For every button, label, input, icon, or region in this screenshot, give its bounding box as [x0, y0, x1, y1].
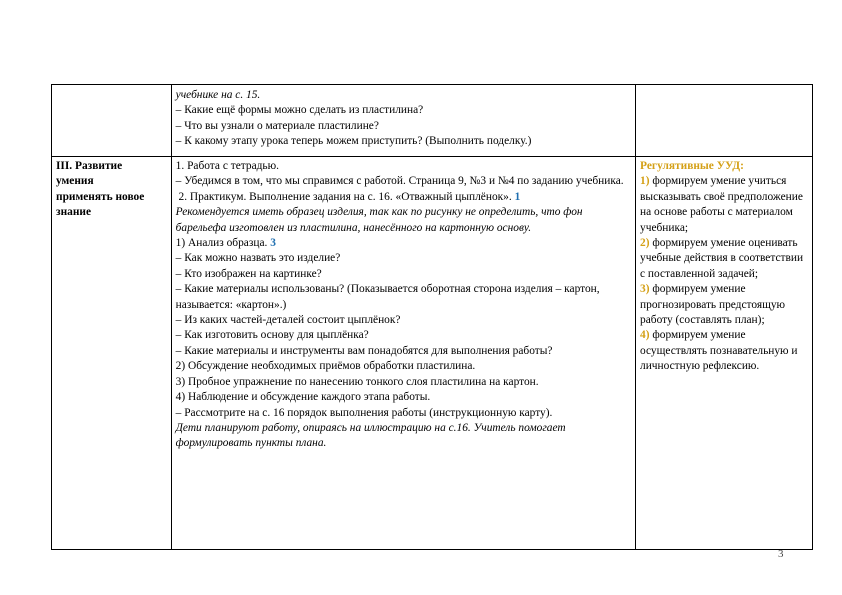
uud-item-text: формируем умение осуществлять познавательную и личностную рефлексию.: [640, 329, 801, 373]
marker-number: 3: [270, 237, 276, 250]
text-line: – Какие ещё формы можно сделать из пластилина?: [175, 104, 424, 117]
text-line: 2) Обсуждение необходимых приёмов обработки пластилина.: [175, 360, 476, 373]
stage-title-line: умения: [56, 175, 94, 188]
uud-item-marker: 1): [640, 175, 650, 188]
uud-item: [640, 328, 808, 374]
text-line: 2. Практикум. Выполнение задания на с. 16. «Отважный цыплёнок». 1: [175, 190, 521, 203]
text-line: учебнике на с. 15.: [175, 89, 261, 101]
uud-cell: [636, 157, 813, 550]
stage-cell: [52, 85, 172, 157]
text-line: – Какие материалы использованы? (Показывается оборотная сторона изделия – картон, называется: «картон».): [175, 283, 603, 311]
stage-cell: [52, 157, 172, 550]
uud-item-text: формируем умение оценивать учебные действия в соответствии с поставленной задачей;: [640, 237, 806, 280]
table-row: [52, 85, 813, 157]
text-line: Дети планируют работу, опираясь на иллюстрацию на с.16. Учитель помогает формулировать пункты плана.: [175, 421, 569, 450]
uud-item-marker: 3): [640, 283, 650, 296]
uud-header: Регулятивные УУД:: [640, 160, 744, 172]
uud-cell: [636, 85, 813, 157]
uud-item-marker: 2): [640, 237, 650, 250]
text-line: – Рассмотрите на с. 16 порядок выполнения работы (инструкционную карту).: [175, 406, 553, 419]
text-line: – Из каких частей-деталей состоит цыплёнок?: [175, 314, 401, 327]
stage-title-line: III. Развитие: [56, 160, 123, 172]
text-line: – Какие материалы и инструменты вам понадобятся для выполнения работы?: [175, 344, 553, 357]
stage-title-line: применять новое: [56, 190, 145, 203]
text-line: Рекомендуется иметь образец изделия, так как по рисунку не определить, что фон барельефа изготовлен из пластилина, нанесённого на картонную основу.: [175, 206, 586, 234]
uud-item-text: формируем умение прогнозировать предстоящую работу (составлять план);: [640, 283, 788, 327]
uud-item: [640, 174, 808, 236]
text-line: – Кто изображен на картинке?: [175, 267, 322, 280]
marker-number: 1: [514, 190, 521, 203]
content-cell: [171, 85, 635, 157]
text-line: – Как можно назвать это изделие?: [175, 252, 341, 265]
text-line: 1. Работа с тетрадью.: [175, 160, 279, 172]
text-line: – К какому этапу урока теперь можем приступить? (Выполнить поделку.): [175, 135, 532, 148]
page-number: 3: [778, 548, 784, 560]
uud-item-text: формируем умение учиться высказывать своё предположение на основе работы с материалом учебника;: [640, 175, 806, 234]
text-line: – Убедимся в том, что мы справимся с работой. Страница 9, №3 и №4 по заданию учебника.: [175, 175, 624, 188]
text-line: 3) Пробное упражнение по нанесению тонкого слоя пластилина на картон.: [175, 375, 539, 388]
uud-item-marker: 4): [640, 329, 650, 342]
content-cell: [171, 157, 635, 550]
table-row: [52, 157, 813, 550]
uud-item: [640, 282, 808, 328]
uud-item: [640, 236, 808, 282]
lesson-table: [51, 84, 813, 550]
stage-title-line: знание: [56, 206, 92, 219]
text-line: – Что вы узнали о материале пластилине?: [175, 119, 379, 132]
text-line: 4) Наблюдение и обсуждение каждого этапа работы.: [175, 391, 431, 404]
text-line: – Как изготовить основу для цыплёнка?: [175, 329, 369, 342]
text-line: 1) Анализ образца. 3: [175, 237, 276, 250]
